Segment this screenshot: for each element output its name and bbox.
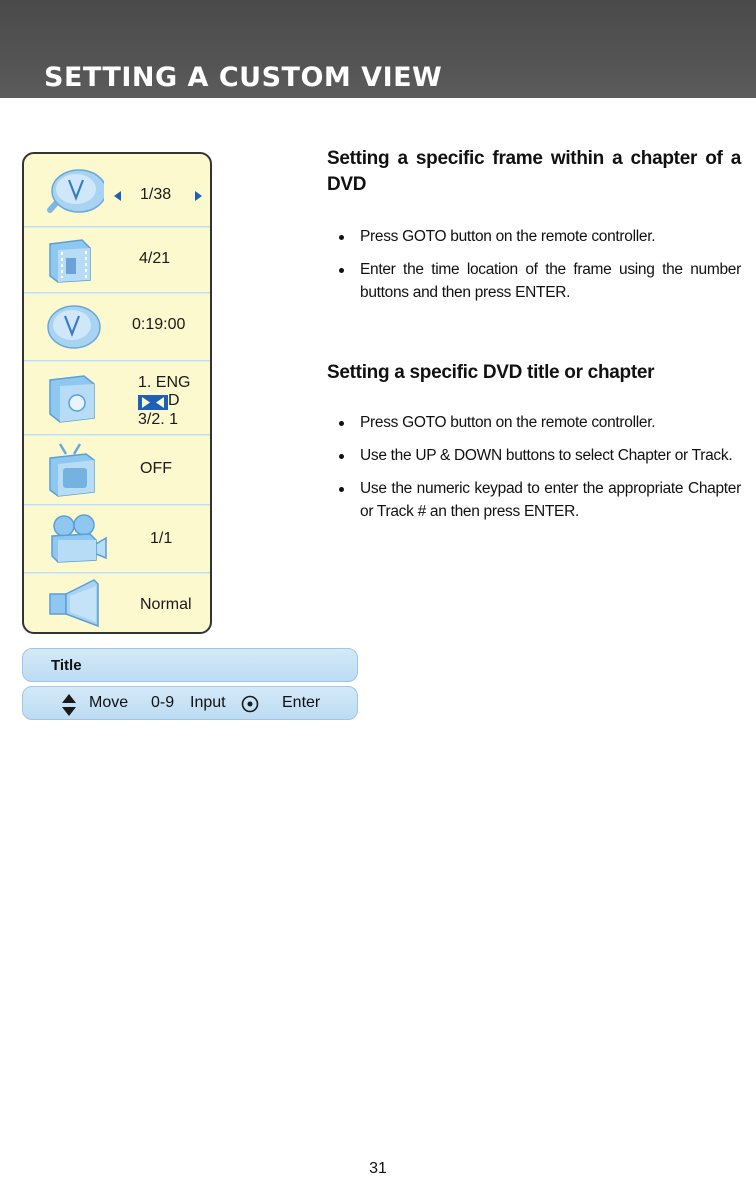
chapter-film-icon bbox=[46, 238, 96, 284]
section-heading-frame: Setting a specific frame within a chapter of a DVD bbox=[327, 148, 741, 195]
help-bar bbox=[22, 686, 358, 720]
list-item: Use the UP & DOWN buttons to select Chapter or Track. bbox=[339, 444, 741, 467]
section-heading-title: Setting a specific DVD title or chapter bbox=[327, 362, 655, 383]
osd-row-title[interactable] bbox=[24, 154, 210, 226]
angle-camera-icon bbox=[46, 514, 108, 564]
audio-language: 1. ENG bbox=[138, 374, 191, 391]
sound-speaker-icon bbox=[46, 578, 102, 630]
time-value: 0:19:00 bbox=[132, 316, 186, 333]
next-arrow-icon[interactable] bbox=[195, 191, 202, 201]
chapter-value: 4/21 bbox=[139, 250, 171, 267]
osd-panel bbox=[22, 152, 212, 634]
subtitle-tv-icon bbox=[46, 442, 100, 498]
list-item: Use the numeric keypad to enter the appropriate Chapter or Track # an then press ENTER. bbox=[339, 477, 741, 523]
list-item: Press GOTO button on the remote controller. bbox=[339, 411, 741, 434]
section-list-title bbox=[339, 411, 741, 523]
list-item: Enter the time location of the frame using the number buttons and then press ENTER. bbox=[339, 258, 741, 304]
osd-row-subtitle[interactable] bbox=[24, 436, 210, 504]
help-keys: 0-9 bbox=[151, 694, 175, 711]
title-disc-icon bbox=[46, 168, 104, 216]
osd-row-chapter[interactable] bbox=[24, 228, 210, 292]
page-header bbox=[0, 0, 756, 98]
title-bar bbox=[22, 648, 358, 682]
prev-arrow-icon[interactable] bbox=[114, 191, 121, 201]
title-value: 1/38 bbox=[140, 186, 172, 203]
title-bar-label: Title bbox=[51, 657, 82, 674]
list-item: Press GOTO button on the remote controller. bbox=[339, 225, 741, 248]
page-number: 31 bbox=[369, 1160, 387, 1177]
help-input: Input bbox=[190, 694, 226, 711]
audio-speaker-box-icon bbox=[46, 372, 100, 424]
osd-row-time[interactable] bbox=[24, 294, 210, 360]
dolby-logo-icon bbox=[138, 395, 168, 410]
subtitle-value: OFF bbox=[140, 460, 172, 477]
osd-row-angle[interactable] bbox=[24, 506, 210, 572]
osd-row-audio[interactable] bbox=[24, 362, 210, 434]
up-down-arrows-icon bbox=[61, 694, 77, 716]
angle-value: 1/1 bbox=[150, 530, 173, 547]
audio-format: D bbox=[168, 392, 180, 409]
enter-button-icon bbox=[241, 695, 259, 713]
time-disc-icon bbox=[46, 304, 102, 350]
audio-channels: 3/2. 1 bbox=[138, 411, 179, 428]
help-enter: Enter bbox=[282, 694, 321, 711]
page-title: SETTING A CUSTOM VIEW bbox=[44, 62, 443, 93]
sound-value: Normal bbox=[140, 596, 192, 613]
help-move: Move bbox=[89, 694, 129, 711]
section-list-frame bbox=[339, 225, 741, 304]
osd-row-sound[interactable] bbox=[24, 574, 210, 634]
